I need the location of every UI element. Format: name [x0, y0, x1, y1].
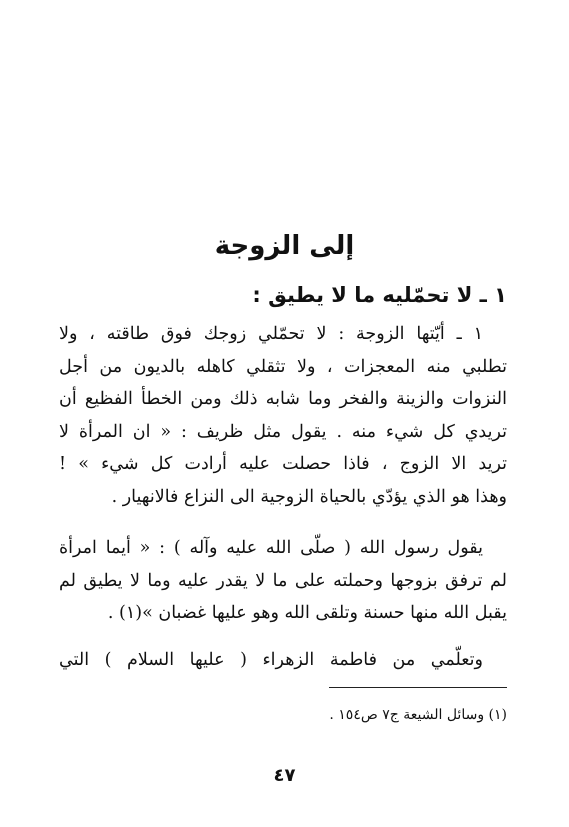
text-line: تريدي كل شيء منه . يقول مثل ظريف : « ان المرأة لا [59, 421, 507, 442]
text-line: يقول رسول الله ( صلّى الله عليه وآله ) : « أيما امرأة [59, 538, 483, 558]
chapter-title: إلى الزوجة [214, 231, 355, 261]
text-line: وتعلّمي من فاطمة الزهراء ( عليها السلام ) التي [59, 650, 483, 670]
paragraph-3 [59, 644, 507, 677]
text-line: لم ترفق بزوجها وحملته على ما لا يقدر عليه وما لا يطيق لم [59, 570, 507, 591]
text-line: ١ ـ أيّتها الزوجة : لا تحمّلي زوجك فوق طاقته ، ولا [59, 324, 483, 344]
page-number: ٤٧ [273, 765, 296, 786]
paragraph-1 [59, 318, 507, 514]
text-line: وهذا هو الذي يؤدّي بالحياة الزوجية الى النزاع فالانهيار . [111, 486, 507, 507]
footnote-divider [329, 687, 507, 688]
text-line: تطلبي منه المعجزات ، ولا تثقلي كاهله بالديون من أجل [59, 356, 507, 377]
paragraph-2 [59, 532, 507, 630]
section-heading: ١ ـ لا تحمّليه ما لا يطيق : [252, 283, 507, 307]
footnote: (١) وسائل الشيعة ج٧ ص١٥٤ . [329, 707, 507, 723]
text-line: تريد الا الزوج ، فاذا حصلت عليه أرادت كل شيء » ! [59, 454, 507, 475]
text-line: النزوات والزينة والفخر وما شابه ذلك ومن الخطأ الفظيع أن [59, 389, 507, 410]
text-line: يقبل الله منها حسنة وتلقى الله وهو عليها غضبان »(١) . [107, 603, 507, 624]
